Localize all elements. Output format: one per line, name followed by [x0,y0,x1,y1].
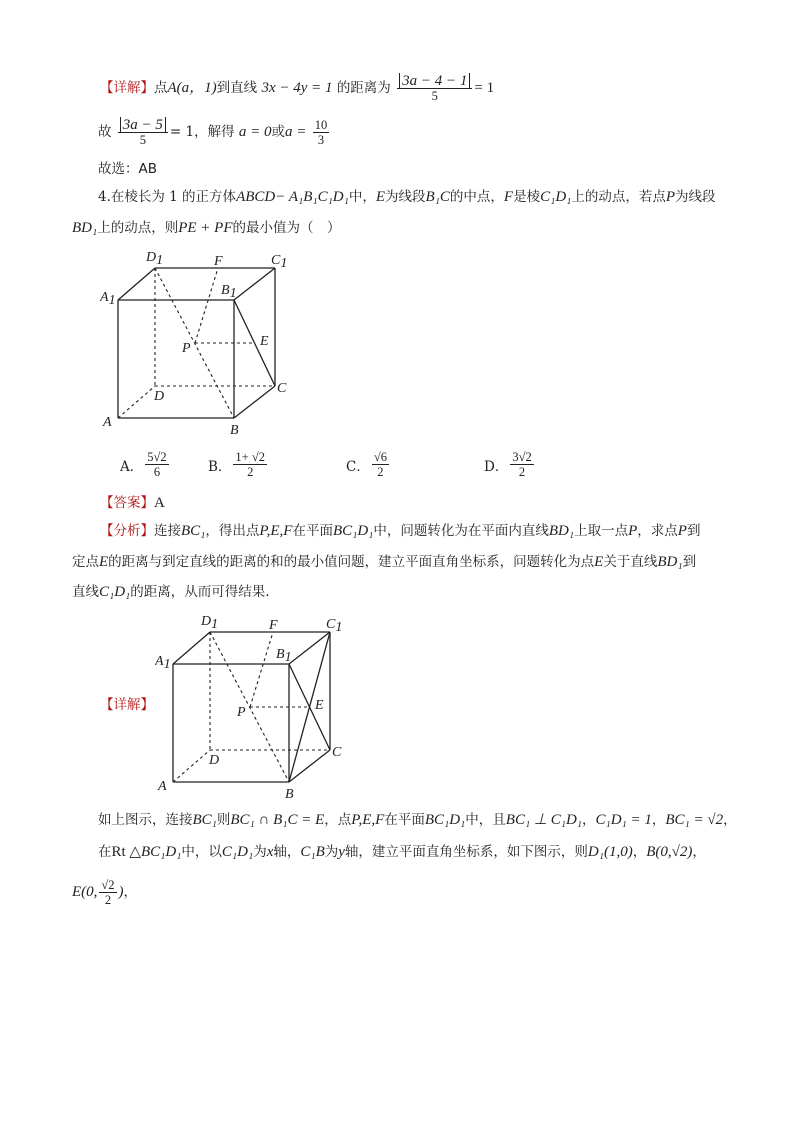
edge-b1c1 [234,268,275,300]
option-a[interactable]: A． $\frac{5√2}{6}$ [120,450,167,479]
edge-ad-hidden [118,386,155,418]
option-b[interactable]: B． $\frac{1+ √2}{2}$ [208,450,265,479]
analysis-line-3: 直线C₁D₁的距离，从而可得结果. [72,584,270,600]
segment-b1c [234,300,275,386]
line-equation: 3x − 4y = 1 [261,80,333,96]
distance-fraction: $\frac{3a - 4 - 1}{5}$ [397,74,472,103]
solution-fraction: $\frac{10}{3}$ [314,118,328,147]
label-d: D [154,389,165,404]
option-d[interactable]: D． $\frac{3√2}{2}$ [484,450,532,479]
label-f: F [269,618,278,633]
edge-a1d1 [118,268,155,300]
edge-a1d1 [173,632,210,664]
label-p: P [237,705,246,720]
label-c: C [332,745,342,760]
label-a: A [158,779,167,794]
analysis-line-1: 【分析】连接BC₁，得出点P,E,F在平面BC₁D₁中，问题转化为在平面内直线BD₁上取一点P，求点P到 [100,523,701,539]
label-a1: A1 [155,654,171,672]
label-e: E [315,698,324,713]
simplified-fraction: $\frac{3a - 5}{5}$ [118,118,168,147]
detail-line-2: 故 $\frac{3a - 5}{5}$ = 1，解得 a = 0或a = $\frac{10}{3}$ [98,117,328,147]
option-c[interactable]: C． $\frac{√6}{2}$ [346,450,387,479]
label-c1: C1 [326,617,343,635]
label-b1: B1 [221,283,237,301]
answer-value: A [154,495,165,511]
label-a1: A1 [100,290,116,308]
choice-line: 故选：AB [98,161,157,177]
cube-figure-1 [100,248,300,438]
label-c1: C1 [271,253,288,271]
segment-pf [250,632,273,707]
segment-pf [195,268,218,343]
analysis-line-2: 定点E的距离与到定直线的距离的和的最小值问题，建立平面直角坐标系，问题转化为点E关于直线BD₁到 [72,554,697,570]
label-b1: B1 [276,647,292,665]
problem-line-1: 4.在棱长为 1 的正方体ABCD− A₁B₁C₁D₁中，E为线段B₁C的中点，F是棱C₁D₁上的动点，若点P为线段 [98,189,716,205]
detail-tag-2: 【详解】 [100,697,154,713]
cube-figure-2 [155,612,355,802]
label-f: F [214,254,223,269]
edge-bc [234,386,275,418]
edge-ad-hidden [173,750,210,782]
segment-bc1 [289,632,330,782]
label-b: B [230,423,239,438]
edge-bc [289,750,330,782]
body-line-2: 在Rt △BC₁D₁中，以C₁D₁为x轴，C₁B为y轴，建立平面直角坐标系，如下图示，则D₁(1,0)，B(0,√2)， [98,844,706,860]
label-d1: D1 [146,250,164,268]
label-p: P [182,341,191,356]
edge-b1c1 [289,632,330,664]
label-d: D [209,753,220,768]
label-a: A [103,415,112,430]
label-c: C [277,381,287,396]
problem-line-2: BD₁上的动点，则PE + PF的最小值为（ ） [72,220,341,236]
label-d1: D1 [201,614,219,632]
label-b: B [285,787,294,802]
label-e: E [260,334,269,349]
answer-line: 【答案】A [100,495,165,511]
body-line-3: E(0, $\frac{√2}{2}$ )， [72,878,138,907]
detail-tag: 【详解】 [100,80,154,96]
body-line-1: 如上图示，连接BC₁则BC₁ ∩ B₁C = E，点P,E,F在平面BC₁D₁中，且BC₁ ⊥ C₁D₁，C₁D₁ = 1，BC₁ = √2， [98,812,737,828]
point-a: A(a，1) [167,80,217,96]
detail-line-1: 【详解】点A(a，1)到直线 3x − 4y = 1 的距离为 $\frac{3a - 4 - 1}{5}$ = 1 [100,73,495,103]
